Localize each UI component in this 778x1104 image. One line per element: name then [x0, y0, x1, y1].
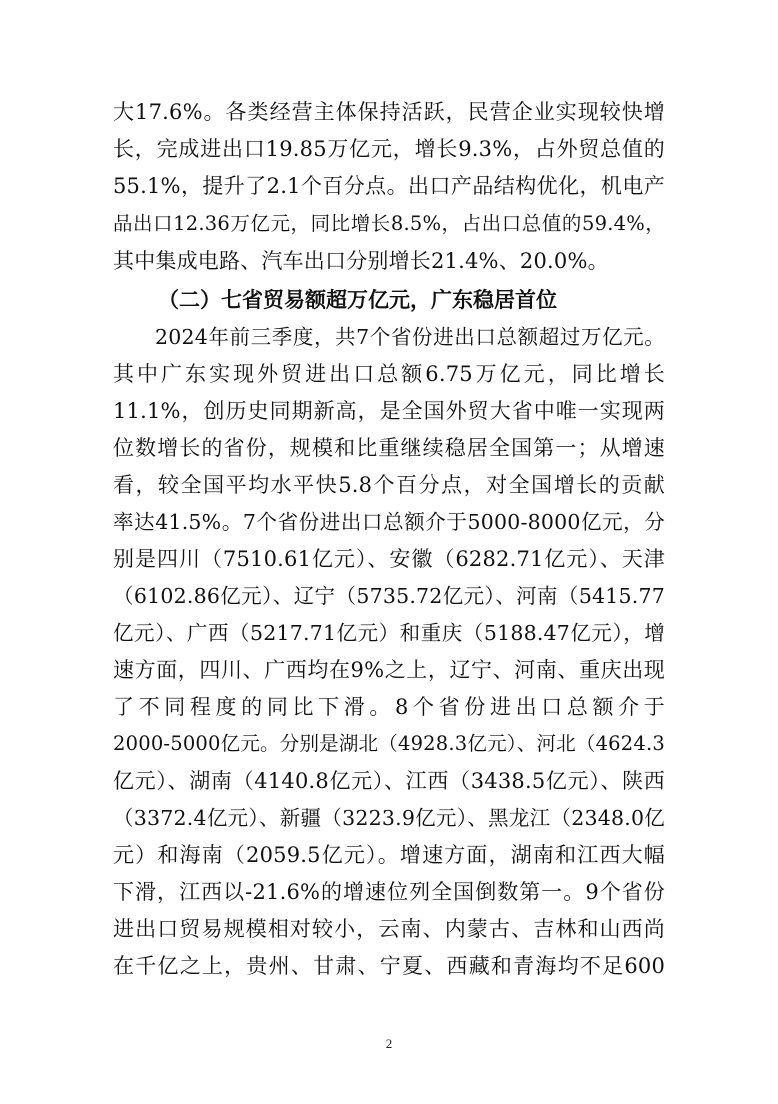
text-line: 看，较全国平均水平快5.8个百分点，对全国增长的贡献	[113, 473, 665, 497]
text-line: 品出口12.36万亿元，同比增长8.5%，占出口总值的59.4%，	[113, 211, 665, 235]
text-line: 位数增长的省份，规模和比重继续稳居全国第一；从增速	[113, 436, 665, 460]
text-line: 其中集成电路、汽车出口分别增长21.4%、20.0%。	[113, 248, 609, 273]
text-line: 55.1%，提升了2.1个百分点。出口产品结构优化，机电产	[113, 174, 665, 199]
text-line: 别是四川（7510.61亿元）、安徽（6282.71亿元）、天津	[113, 547, 665, 571]
section-heading: （二）七省贸易额超万亿元，广东稳居首位	[158, 288, 557, 312]
text-line: （6102.86亿元）、辽宁（5735.72亿元）、河南（5415.77	[113, 584, 665, 608]
text-line: 2000-5000亿元。分别是湖北（4928.3亿元）、河北（4624.3	[113, 732, 665, 755]
text-line: 大17.6%。各类经营主体保持活跃，民营企业实现较快增	[113, 100, 665, 124]
text-line: 了不同程度的同比下滑。8个省份进出口总额介于	[113, 695, 665, 719]
text-line: 2024年前三季度，共7个省份进出口总额超过万亿元。	[155, 325, 665, 349]
text-line: 元）和海南（2059.5亿元）。增速方面，湖南和江西大幅	[113, 843, 665, 867]
text-line: 亿元）、广西（5217.71亿元）和重庆（5188.47亿元），增	[113, 621, 665, 645]
text-line: 其中广东实现外贸进出口总额6.75万亿元，同比增长	[113, 362, 665, 386]
page-number: 2	[385, 1036, 393, 1051]
text-line: 11.1%，创历史同期新高，是全国外贸大省中唯一实现两	[113, 399, 665, 423]
text-line: 率达41.5%。7个省份进出口总额介于5000-8000亿元，分	[113, 510, 665, 534]
text-line: 下滑，江西以-21.6%的增速位列全国倒数第一。9个省份	[113, 880, 665, 904]
text-line: 长，完成进出口19.85万亿元，增长9.3%，占外贸总值的	[113, 137, 665, 162]
text-line: 进出口贸易规模相对较小，云南、内蒙古、吉林和山西尚	[113, 917, 665, 941]
text-line: 在千亿之上，贵州、甘肃、宁夏、西藏和青海均不足600	[113, 954, 665, 978]
text-line: 亿元）、湖南（4140.8亿元）、江西（3438.5亿元）、陕西	[113, 769, 665, 793]
text-line: 速方面，四川、广西均在9%之上，辽宁、河南、重庆出现	[113, 658, 665, 682]
text-line: （3372.4亿元）、新疆（3223.9亿元）、黑龙江（2348.0亿	[113, 806, 665, 830]
